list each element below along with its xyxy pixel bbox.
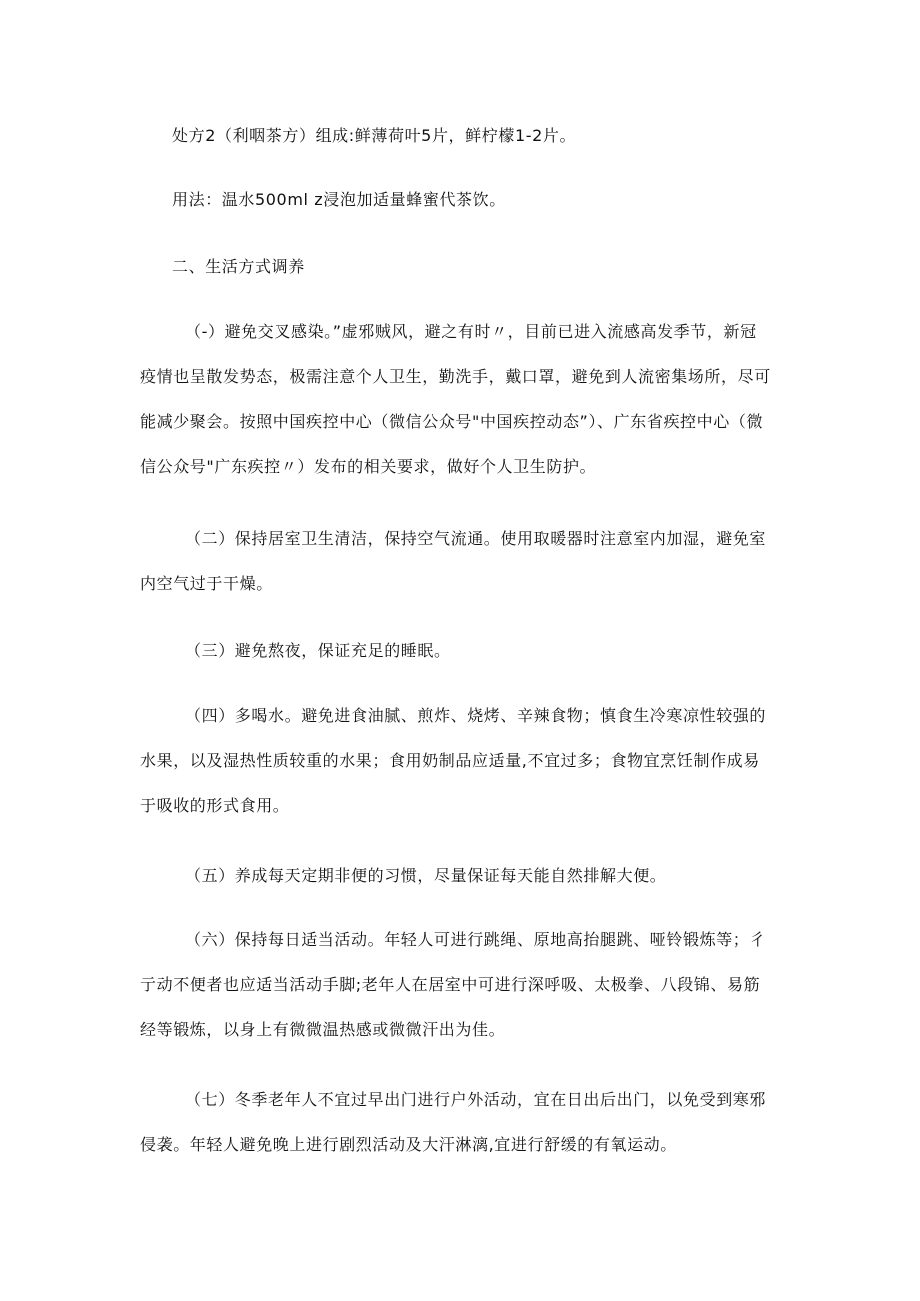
text-line: 于吸收的形式食用。: [140, 796, 290, 815]
usage-instructions: [172, 177, 782, 222]
text-line: 处方2（利咽茶方）组成:鲜薄荷叶5片，鲜柠檬1-2片。: [172, 126, 577, 145]
text-line: （四）多喝水。避免进食油腻、煎炸、烧烤、辛辣食物；慎食生冷寒凉性较强的: [185, 706, 767, 725]
text-line: 水果，以及湿热性质较重的水果；食用奶制品应适量,不宜过多；食物宜烹饪制作成易: [140, 751, 760, 770]
section-heading-lifestyle: [172, 244, 782, 289]
paragraph-avoid-cross-infection: [140, 309, 785, 489]
text-line: 二、生活方式调养: [172, 257, 305, 276]
text-line: 能减少聚会。按照中国疾控中心（微信公众号"中国疾控动态”）、广东省疾控中心（微: [140, 412, 764, 431]
text-line: （七）冬季老年人不宜过早出门进行户外活动，宜在日出后出门，以免受到寒邪: [185, 1090, 767, 1109]
text-line: （-）避免交叉感染。”虚邪贼风，避之有时〃，目前已进入流感高发季节，新冠: [185, 322, 757, 341]
text-line: 疫情也呈散发势态，极需注意个人卫生，勤洗手，戴口罩，避免到人流密集场所，尽可: [140, 367, 771, 386]
text-line: 侵袭。年轻人避免晚上进行剧烈活动及大汗淋漓,宜进行舒缓的有氧运动。: [140, 1135, 677, 1154]
text-line: 信公众号"广东疾控〃）发布的相关要求，做好个人卫生防护。: [140, 457, 597, 476]
text-line: 亍动不便者也应适当活动手脚;老年人在居室中可进行深呼吸、太极拳、八段锦、易筋: [140, 975, 761, 994]
text-line: 内空气过于干燥。: [140, 574, 273, 593]
paragraph-room-hygiene: [140, 516, 785, 606]
paragraph-sleep: [140, 628, 785, 673]
paragraph-winter-outdoor: [140, 1077, 785, 1167]
prescription-2-composition: [172, 113, 782, 158]
text-line: 经等锻炼，以身上有微微温热感或微微汗出为佳。: [140, 1020, 506, 1039]
text-line: （二）保持居室卫生清洁，保持空气流通。使用取暖器时注意室内加湿，避免室: [185, 529, 767, 548]
paragraph-bowel-habit: [140, 853, 785, 898]
paragraph-daily-activity: [140, 917, 785, 1052]
text-line: （三）避免熬夜，保证充足的睡眠。: [185, 641, 451, 660]
paragraph-diet: [140, 693, 785, 828]
text-line: 用法：温水500ml z浸泡加适量蜂蜜代茶饮。: [172, 190, 506, 209]
text-line: （六）保持每日适当活动。年轻人可进行跳绳、原地高抬腿跳、哑铃锻炼等；彳: [185, 930, 767, 949]
text-line: （五）养成每天定期非便的习惯，尽量保证每天能自然排解大便。: [185, 866, 667, 885]
